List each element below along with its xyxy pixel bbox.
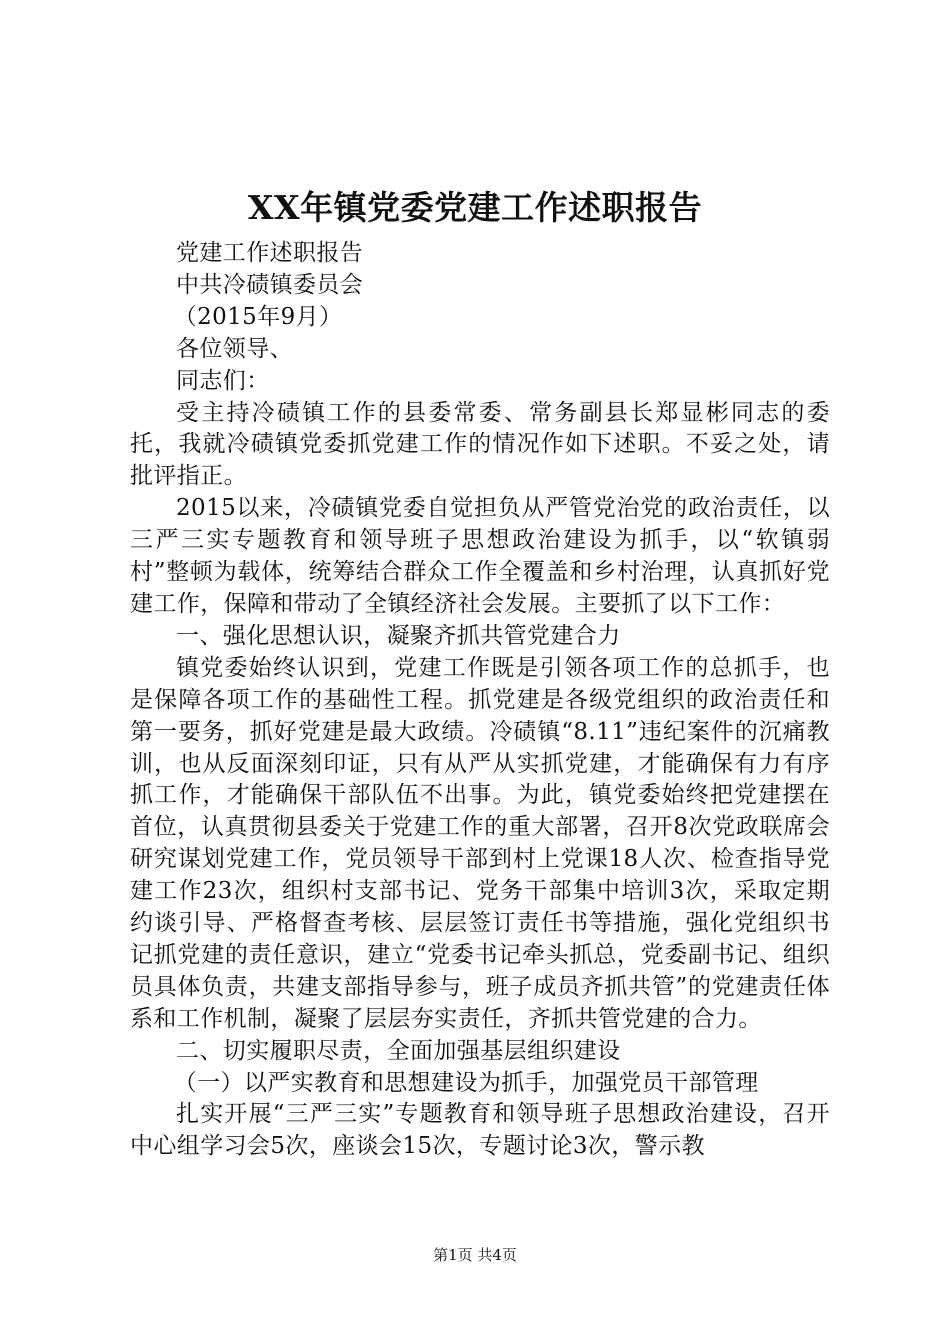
paragraph-subsection-1: 扎实开展“三严三实”专题教育和领导班子思想政治建设，召开中心组学习会5次，座谈会15次，专题讨论3次，警示教: [130, 1101, 830, 1160]
section-heading-2: 二、切实履职尽责，全面加强基层组织建设: [176, 1037, 621, 1064]
paragraph-salutation-1: 各位领导、: [176, 335, 293, 362]
paragraph-salutation-2: 同志们：: [176, 367, 270, 394]
paragraph-intro: 受主持冷碛镇工作的县委常委、常务副县长郑显彬同志的委托，我就冷碛镇党委抓党建工作的情况作如下述职。不妥之处，请批评指正。: [130, 399, 830, 490]
page-number: 第1页 共4页: [433, 1246, 517, 1264]
paragraph-overview: 2015以来，冷碛镇党委自觉担负从严管党治党的政治责任，以三严三实专题教育和领导班子思想政治建设为抓手，以“软镇弱村”整顿为载体，统筹结合群众工作全覆盖和乡村治理，认真抓好党建工作，保障和带动了全镇经济社会发展。主要抓了以下工作：: [130, 495, 830, 617]
paragraph-heading: 党建工作述职报告: [176, 240, 364, 266]
section-heading-1: 一、强化思想认识，凝聚齐抓共管党建合力: [176, 622, 621, 649]
paragraph-date: （2015年9月）: [173, 303, 343, 330]
document-body: [130, 238, 830, 1163]
subsection-heading-1: （一）以严实教育和思想建设为抓手，加强党员干部管理: [173, 1069, 759, 1096]
paragraph-section-1: 镇党委始终认识到，党建工作既是引领各项工作的总抓手，也是保障各项工作的基础性工程。抓党建是各级党组织的政治责任和第一要务，抓好党建是最大政绩。冷碛镇“8.11”违纪案件的沉痛教训，也从反面深刻印证，只有从严从实抓党建，才能确保有力有序抓工作，才能确保干部队伍不出事。为此，镇党委始终把党建摆在首位，认真贯彻县委关于党建工作的重大部署，召开8次党政联席会研究谋划党建工作，党员领导干部到村上党课18人次、检查指导党建工作23次，组织村支部书记、党务干部集中培训3次，采取定期约谈引导、严格督查考核、层层签订责任书等措施，强化党组织书记抓党建的责任意识，建立“党委书记牵头抓总，党委副书记、组织员具体负责，共建支部指导参与，班子成员齐抓共管”的党建责任体系和工作机制，凝聚了层层夯实责任，齐抓共管党建的合力。: [130, 654, 830, 1032]
paragraph-organization: 中共冷碛镇委员会: [176, 271, 364, 298]
document-title: XX年镇党委党建工作述职报告: [247, 188, 703, 227]
